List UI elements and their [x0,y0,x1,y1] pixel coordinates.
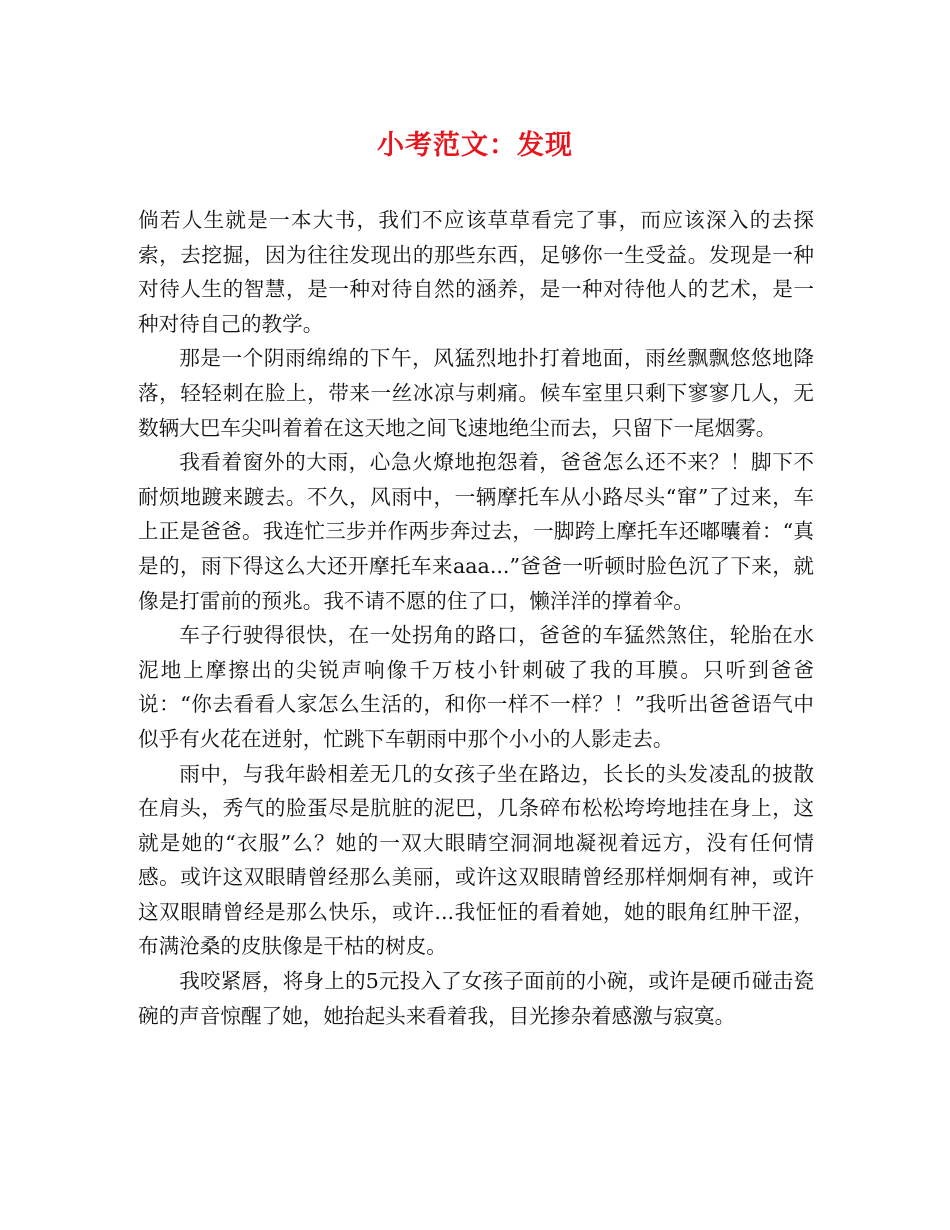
paragraph-intro: 倘若人生就是一本大书，我们不应该草草看完了事，而应该深入的去探索，去挖掘，因为往往发现出的那些东西，足够你一生受益。发现是一种对待人生的智慧，是一种对待自然的涵养，是一种对待他人的艺术，是一种对待自己的教学。 [138,208,814,336]
paragraph-waiting-for-dad: 我看着窗外的大雨，心急火燎地抱怨着，爸爸怎么还不来？！脚下不耐烦地踱来踱去。不久，风雨中，一辆摩托车从小路尽头“窜”了过来，车上正是爸爸。我连忙三步并作两步奔过去，一脚跨上摩托车还嘟囔着：“真是的，雨下得这么大还开摩托车来aaa...”爸爸一听顿时脸色沉了下来，就像是打雷前的预兆。我不请不愿的住了口，懒洋洋的撑着伞。 [138,450,814,613]
paragraph-rainy-afternoon: 那是一个阴雨绵绵的下午，风猛烈地扑打着地面，雨丝飘飘悠悠地降落，轻轻刺在脸上，带来一丝冰凉与刺痛。候车室里只剩下寥寥几人，无数辆大巴车尖叫着着在这天地之间飞速地绝尘而去，只留下一尾烟雾。 [138,346,814,440]
document-body [138,203,814,1033]
document-title: 小考范文：发现 [377,130,573,161]
paragraph-sudden-stop: 车子行驶得很快，在一处拐角的路口，爸爸的车猛然煞住，轮胎在水泥地上摩擦出的尖锐声响像千万枝小针刺破了我的耳膜。只听到爸爸说：“你去看看人家怎么生活的，和你一样不一样？！”我听出爸爸语气中似乎有火花在迸射，忙跳下车朝雨中那个小小的人影走去。 [138,623,814,751]
paragraph-girl-in-rain: 雨中，与我年龄相差无几的女孩子坐在路边，长长的头发凌乱的披散在肩头，秀气的脸蛋尽是肮脏的泥巴，几条碎布松松垮垮地挂在身上，这就是她的“衣服”么？她的一双大眼睛空洞洞地凝视着远方，没有任何情感。或许这双眼睛曾经那么美丽，或许这双眼睛曾经那样炯炯有神，或许这双眼睛曾经是那么快乐，或许...我怔怔的看着她，她的眼角红肿干涩，布满沧桑的皮肤像是干枯的树皮。 [138,761,814,959]
paragraph-giving-coins: 我咬紧唇，将身上的5元投入了女孩子面前的小碗，或许是硬币碰击瓷碗的声音惊醒了她，她抬起头来看着我，目光掺杂着感激与寂寞。 [138,969,814,1028]
